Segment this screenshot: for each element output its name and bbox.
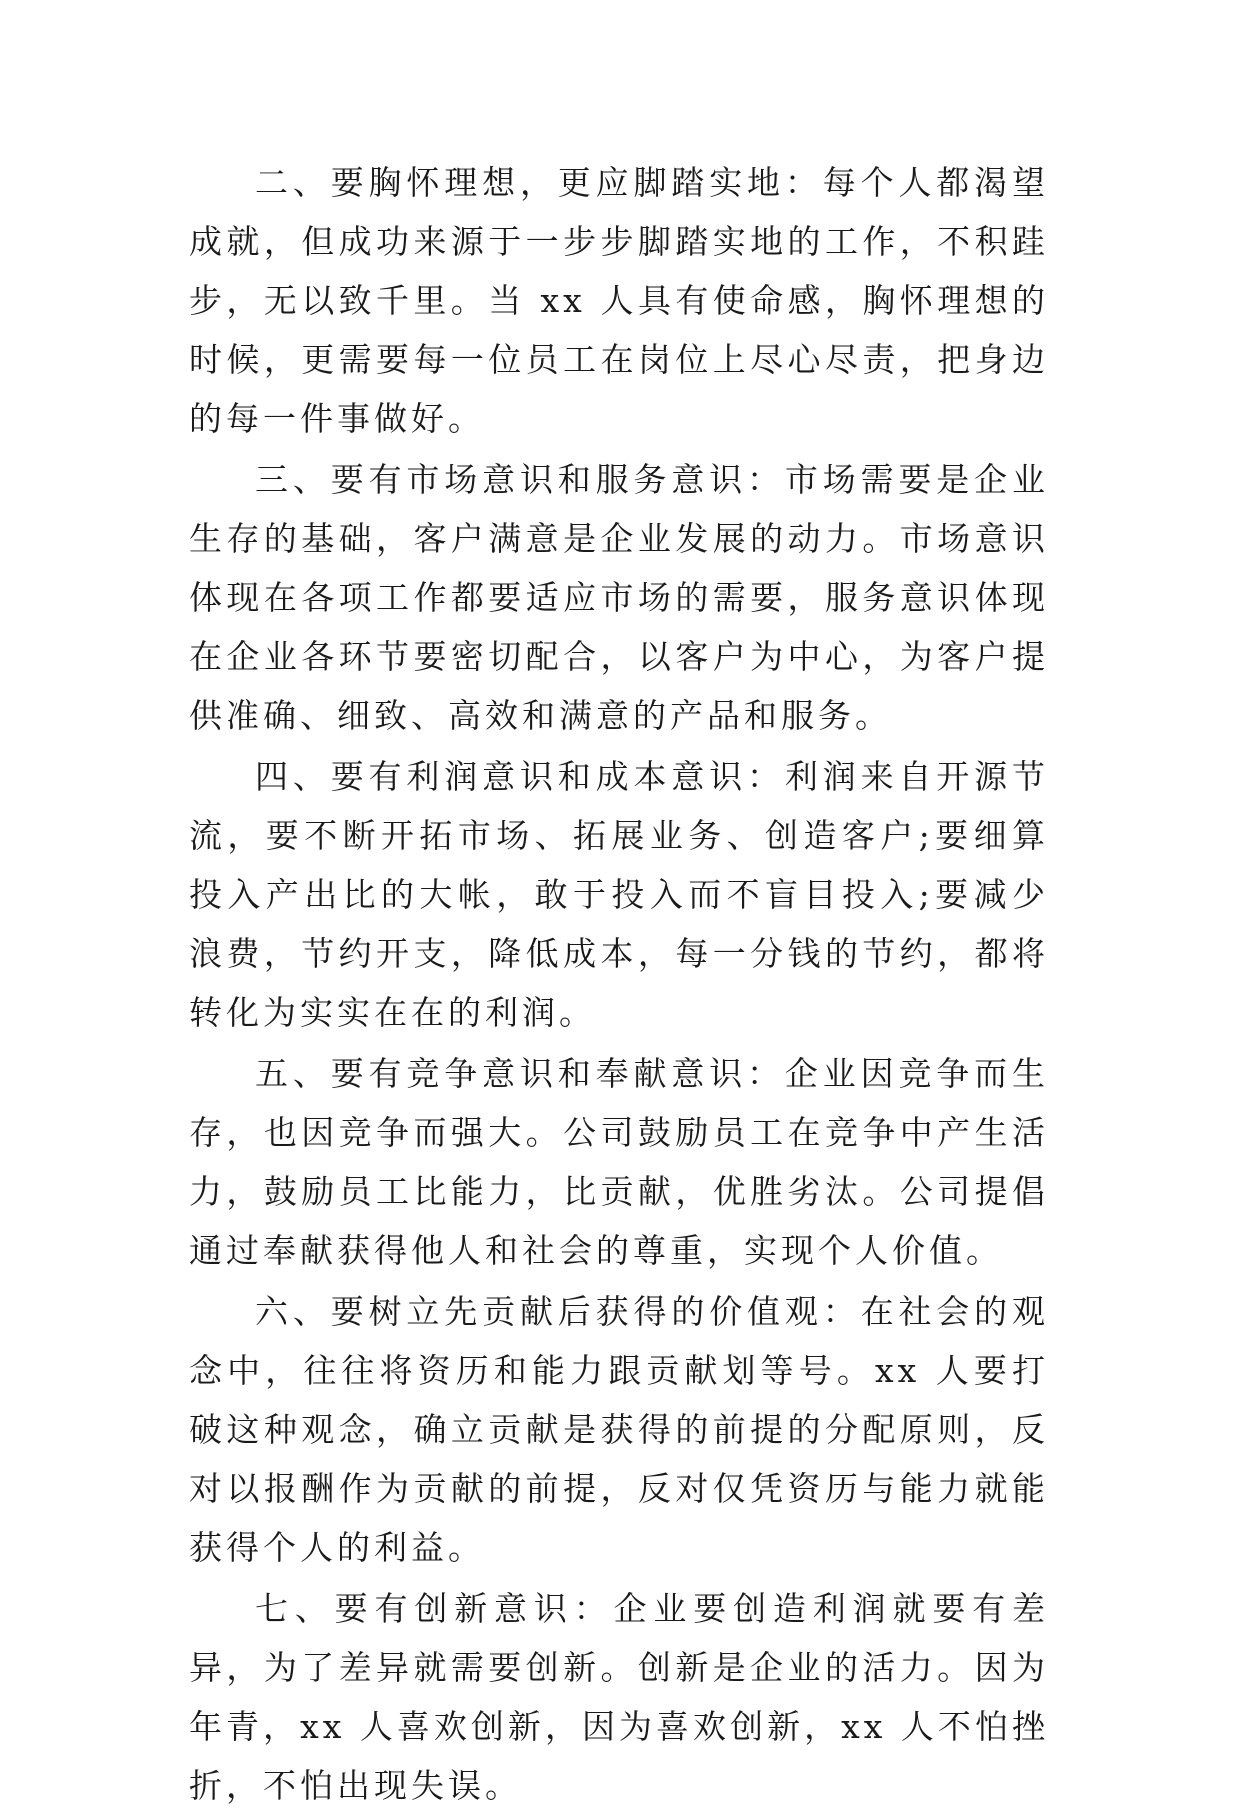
- paragraph-7: 七、要有创新意识：企业要创造利润就要有差异，为了差异就需要创新。创新是企业的活力。因为年青，xx 人喜欢创新，因为喜欢创新，xx 人不怕挫折，不怕出现失误。: [189, 1589, 1049, 1805]
- paragraph-2: 二、要胸怀理想，更应脚踏实地：每个人都渴望成就，但成功来源于一步步脚踏实地的工作，不积跬步，无以致千里。当 xx 人具有使命感，胸怀理想的时候，更需要每一位员工在岗位上尽心尽责，把身边的每一件事做好。: [189, 163, 1049, 438]
- paragraph-5: 五、要有竞争意识和奉献意识：企业因竞争而生存，也因竞争而强大。公司鼓励员工在竞争中产生活力，鼓励员工比能力，比贡献，优胜劣汰。公司提倡通过奉献获得他人和社会的尊重，实现个人价值。: [189, 1054, 1049, 1270]
- paragraph-3: 三、要有市场意识和服务意识：市场需要是企业生存的基础，客户满意是企业发展的动力。市场意识体现在各项工作都要适应市场的需要，服务意识体现在企业各环节要密切配合，以客户为中心，为客户提供准确、细致、高效和满意的产品和服务。: [189, 460, 1049, 735]
- paragraph-4: 四、要有利润意识和成本意识：利润来自开源节流，要不断开拓市场、拓展业务、创造客户;要细算投入产出比的大帐，敢于投入而不盲目投入;要减少浪费，节约开支，降低成本，每一分钱的节约，都将转化为实实在在的利润。: [189, 757, 1049, 1032]
- document-body: [189, 153, 1049, 1815]
- paragraph-6: 六、要树立先贡献后获得的价值观：在社会的观念中，往往将资历和能力跟贡献划等号。xx 人要打破这种观念，确立贡献是获得的前提的分配原则，反对以报酬作为贡献的前提，反对仅凭资历与能力就能获得个人的利益。: [189, 1292, 1049, 1567]
